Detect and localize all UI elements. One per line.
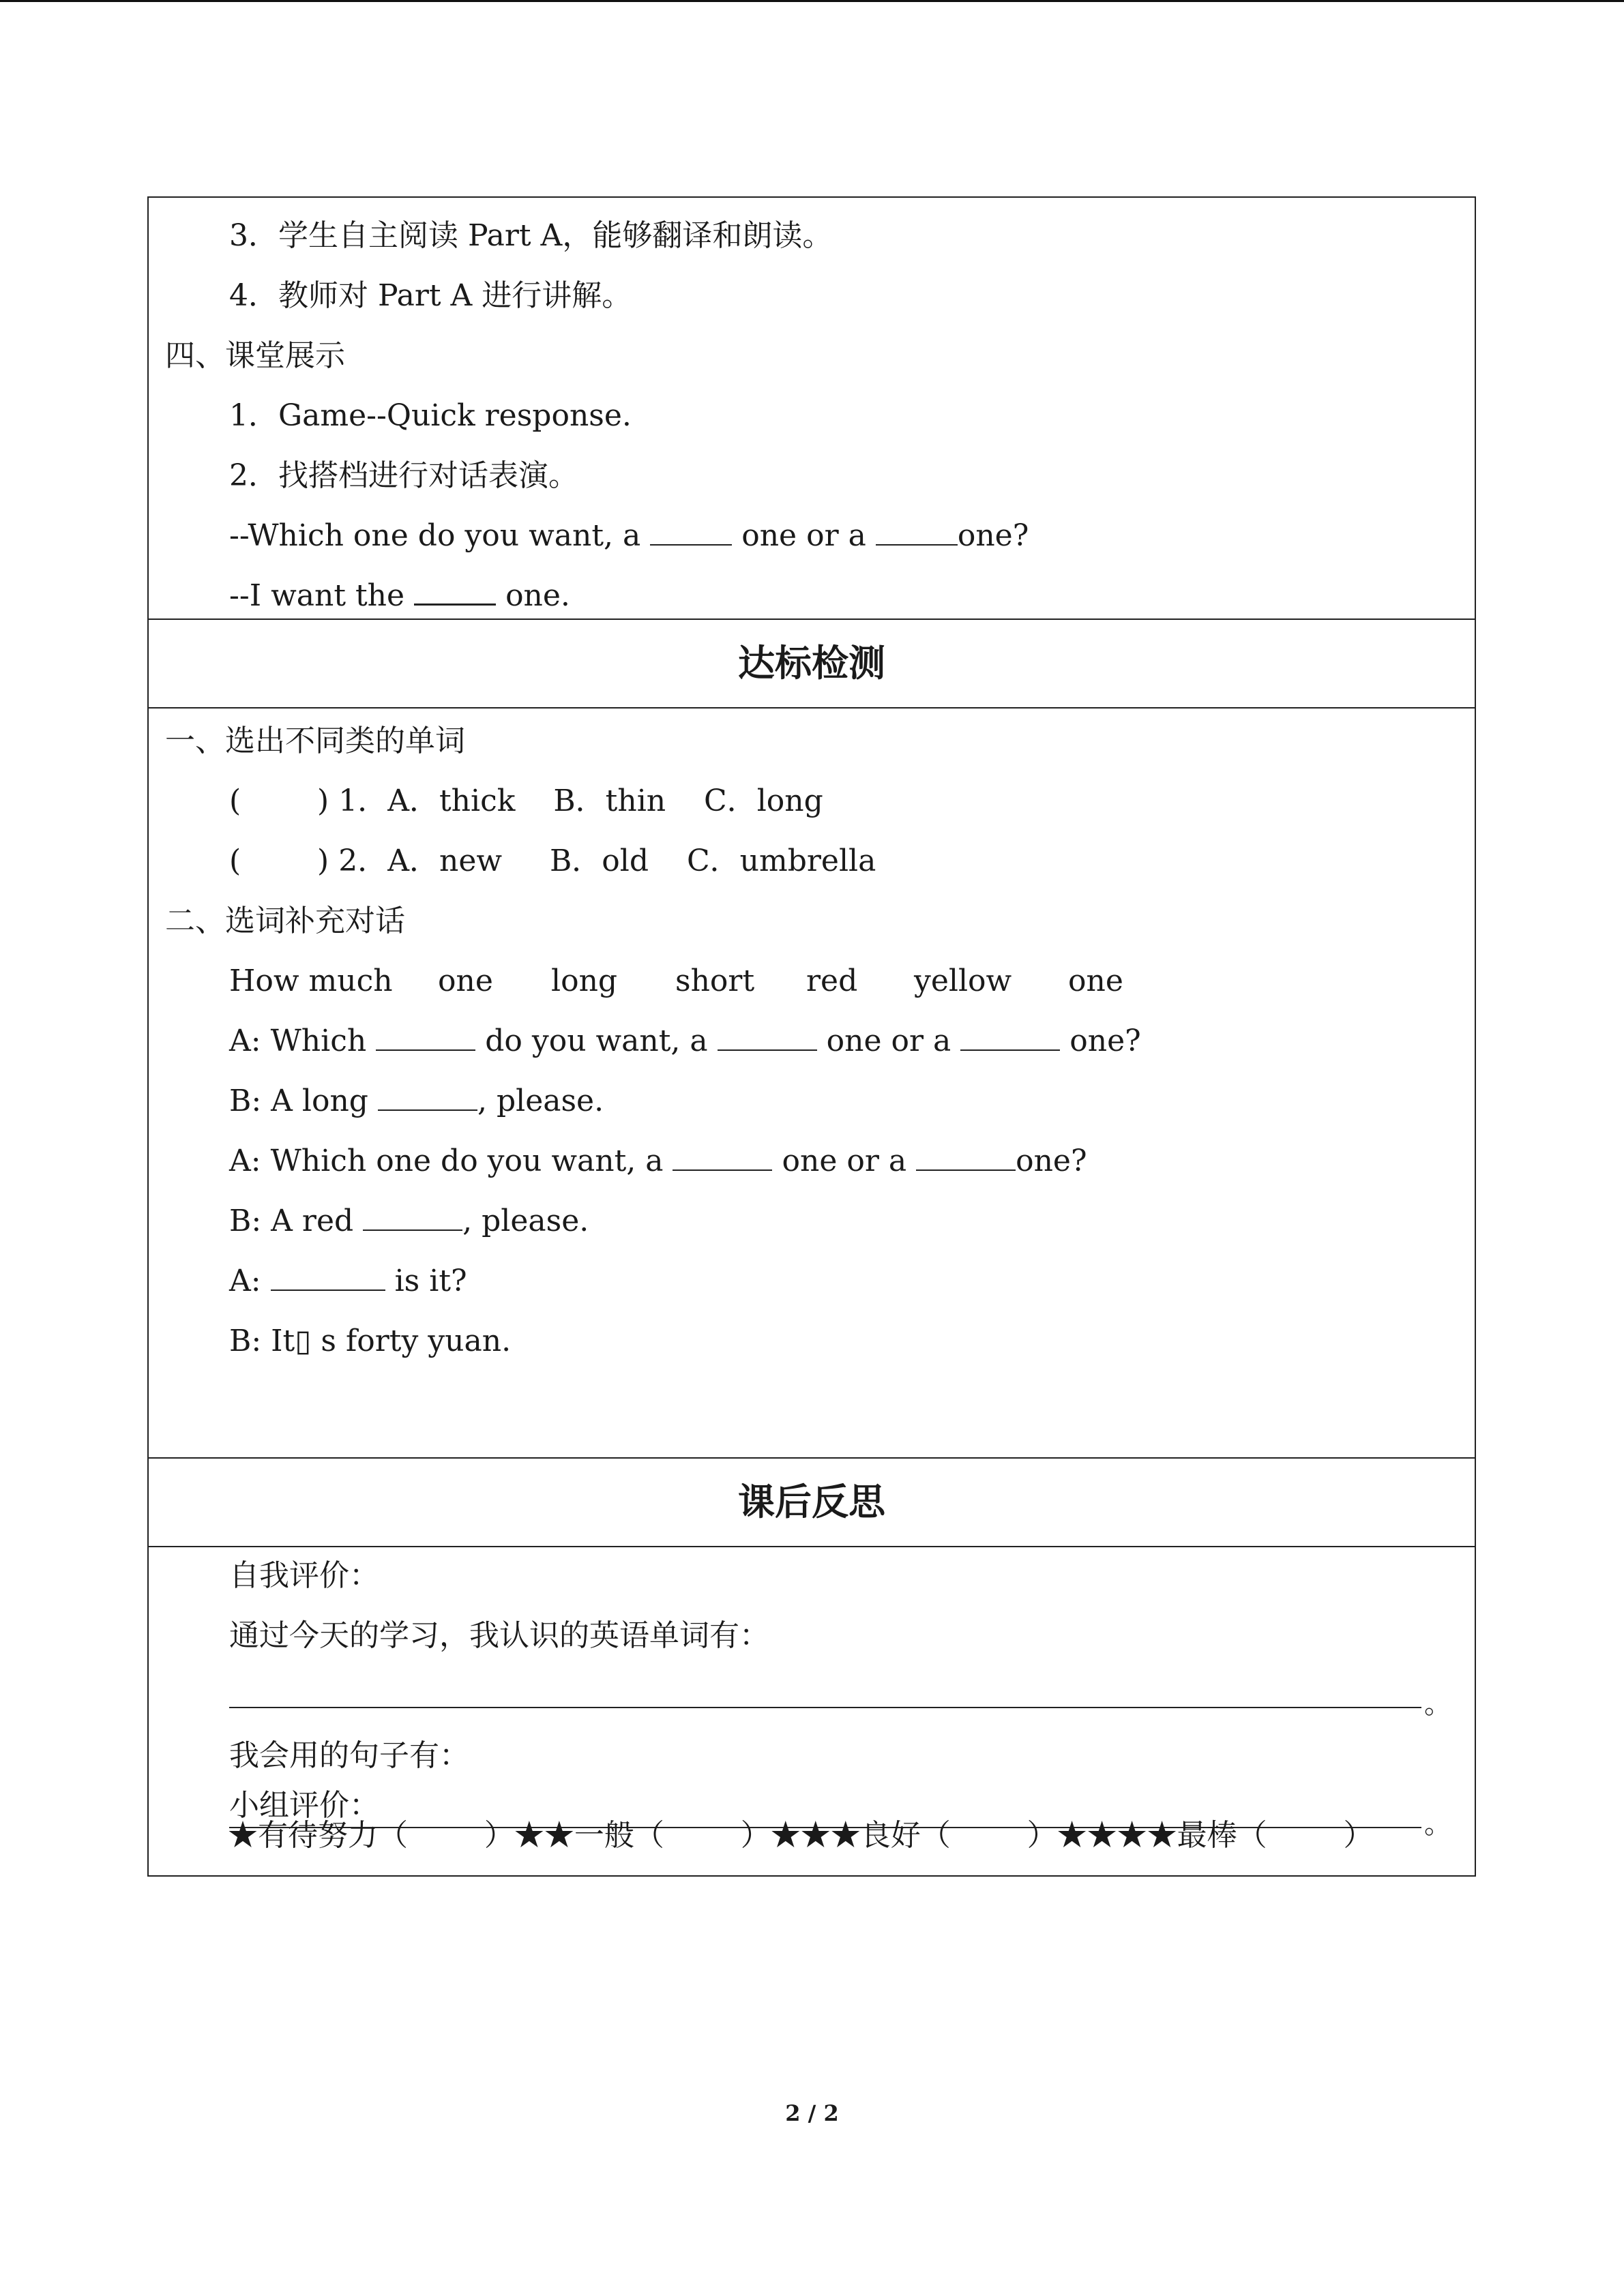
words-fill-line[interactable] (229, 1707, 1421, 1708)
question-1 (229, 781, 823, 822)
word-bank-item: long (551, 964, 618, 998)
self-eval-label: 自我评价： (229, 1558, 379, 1593)
dialog-line-1 (229, 516, 1029, 556)
exercise-dialog-4 (229, 1201, 589, 1242)
word-bank-item: red (806, 964, 858, 998)
test-part1-title: 一、选出不同类的单词 (165, 724, 465, 758)
exercise-dialog-2 (229, 1081, 604, 1122)
question-2 (229, 841, 876, 882)
dialog-text: one or a (826, 1024, 951, 1058)
answer-blank[interactable] (673, 1142, 772, 1171)
word-bank-item: one (438, 964, 493, 998)
exercise-dialog-3 (229, 1141, 1087, 1182)
group-rating-row: ★有待努力（ ）★★一般（ ）★★★良好（ ）★★★★最棒（ ） (228, 1818, 1374, 1853)
exercise-dialog-6: B: It▯ s forty yuan. (229, 1324, 512, 1358)
dialog-line-2 (229, 576, 570, 616)
word-bank (229, 961, 1252, 1002)
test-heading: 达标检测 (738, 642, 885, 685)
procedure-section (149, 198, 1475, 619)
answer-blank[interactable] (376, 1022, 475, 1051)
dialog-text: , please. (462, 1204, 589, 1238)
dialog-text: is it? (394, 1264, 467, 1298)
dialog-text: one. (505, 578, 570, 613)
period-mark: 。 (1424, 1808, 1451, 1840)
answer-blank[interactable] (960, 1022, 1060, 1051)
period-mark: 。 (1424, 1688, 1451, 1720)
word-bank-item: yellow (914, 964, 1012, 998)
answer-paren[interactable]: ( ) (229, 784, 329, 818)
test-part2-title: 二、选词补充对话 (165, 904, 405, 938)
question-text: 2．A．new B．old C．umbrella (338, 844, 876, 878)
answer-blank[interactable] (718, 1022, 817, 1051)
step-3: 3．学生自主阅读 Part A，能够翻译和朗读。 (229, 218, 833, 253)
answer-blank[interactable] (378, 1082, 477, 1111)
dialog-text: A: (229, 1264, 261, 1298)
dialog-text: , please. (477, 1084, 604, 1118)
dialog-text: one? (957, 518, 1029, 553)
answer-blank[interactable] (271, 1262, 385, 1291)
dialog-text: A: Which (229, 1024, 367, 1058)
part4-title: 四、课堂展示 (165, 338, 345, 373)
dialog-text: A: Which one do you want, a (229, 1144, 664, 1178)
words-learned-prompt: 通过今天的学习，我认识的英语单词有： (229, 1618, 769, 1653)
dialog-text: B: A red (229, 1204, 354, 1238)
test-section (149, 709, 1475, 1457)
sentences-prompt: 我会用的句子有： (229, 1738, 469, 1773)
answer-blank[interactable] (916, 1142, 1016, 1171)
reflection-heading: 课后反思 (738, 1480, 885, 1523)
answer-blank[interactable] (876, 517, 958, 546)
activity-2: 2．找搭档进行对话表演。 (229, 458, 578, 493)
lesson-table (147, 196, 1476, 1877)
activity-1: 1．Game--Quick response. (229, 398, 632, 433)
dialog-text: B: A long (229, 1084, 368, 1118)
dialog-text: one or a (782, 1144, 907, 1178)
exercise-dialog-1 (229, 1021, 1141, 1062)
word-bank-item: How much (229, 964, 393, 998)
dialog-text: one or a (741, 518, 866, 553)
group-eval-label: 小组评价： (229, 1788, 379, 1823)
word-bank-item: one (1068, 964, 1123, 998)
dialog-text: --I want the (229, 578, 405, 613)
answer-paren[interactable]: ( ) (229, 844, 329, 878)
answer-blank[interactable] (414, 576, 496, 606)
dialog-text: one? (1016, 1144, 1087, 1178)
dialog-text: one? (1069, 1024, 1141, 1058)
step-4: 4．教师对 Part A 进行讲解。 (229, 278, 632, 313)
answer-blank[interactable] (363, 1202, 462, 1231)
dialog-text: --Which one do you want, a (229, 518, 641, 553)
answer-blank[interactable] (650, 517, 732, 546)
dialog-text: do you want, a (485, 1024, 708, 1058)
page-top-edge (0, 0, 1624, 2)
page-number: 2 / 2 (785, 2100, 839, 2126)
word-bank-item: short (675, 964, 755, 998)
exercise-dialog-5 (229, 1261, 467, 1302)
question-text: 1．A．thick B．thin C．long (338, 784, 823, 818)
